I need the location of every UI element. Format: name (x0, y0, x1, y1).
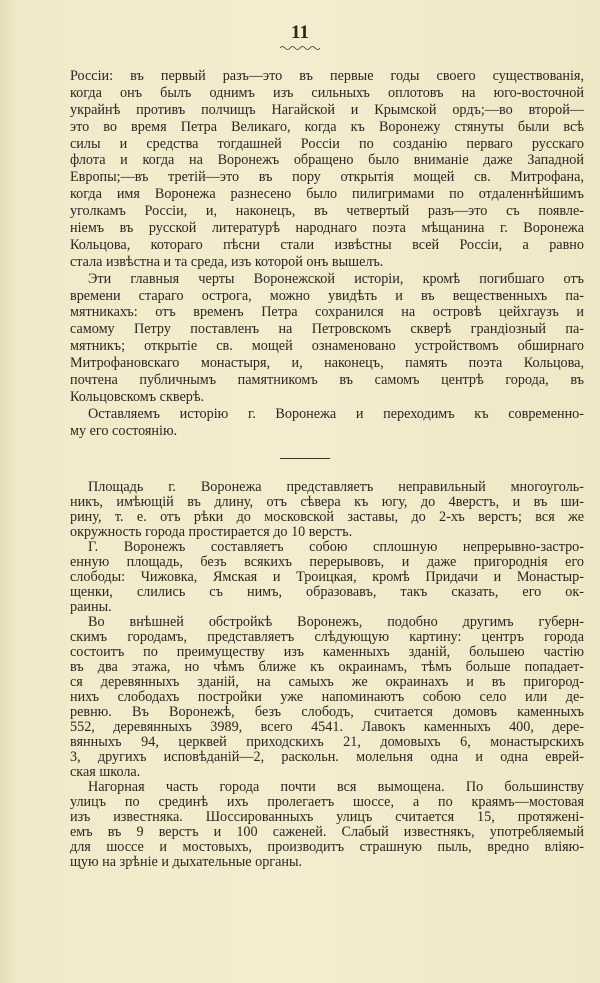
text-line: скимъ городамъ, представляетъ слѣдующую картину: центръ города (70, 629, 584, 645)
text-line: Европы;—въ третій—это въ пору открытія мощей св. Митрофана, (70, 169, 584, 186)
text-line: Г. Воронежъ составляетъ собою сплошную непрерывно-застро- (88, 539, 584, 555)
paragraph (70, 480, 584, 540)
text-line: времени стараго острога, можно увидѣть и въ вещественныхъ па- (70, 287, 584, 304)
text-line: Нагорная часть города почти вся вымощена. По большинству (88, 779, 584, 795)
text-line: Россіи: въ первый разъ—это въ первые годы своего существованія, (70, 68, 584, 84)
text-line: стала извѣстна и та среда, изъ которой онъ вышелъ. (70, 253, 384, 270)
text-line: ніемъ въ русской литературѣ народнаго поэта мѣщанина г. Воронежа (70, 220, 584, 237)
text-line: мятникахъ: отъ временъ Петра сохранился на островѣ цейхгаузъ и (70, 304, 584, 321)
text-line: окружность города простирается до 10 верстъ. (70, 524, 353, 540)
text-line: Площадь г. Воронежа представляетъ неправильный многоуголь- (88, 479, 584, 495)
text-line: Кольцовскомъ скверѣ. (70, 388, 205, 405)
text-line: Во внѣшней обстройкѣ Воронежъ, подобно другимъ губерн- (88, 614, 584, 630)
text-line: уголкамъ Россіи, и, наконецъ, въ четвертый разъ—это съ появле- (70, 203, 584, 220)
paragraph (70, 271, 584, 406)
text-line: когда имя Воронежа разнесено было пилигримами по отдаленнѣйшимъ (70, 186, 584, 203)
text-line: для шоссе и мостовыхъ, производитъ страшную пыль, вредно вліяю- (70, 839, 584, 855)
text-line: рину, т. е. отъ рѣки до московской заставы, до 2-хъ верстъ; вся же (70, 509, 584, 525)
text-line: му его состоянію. (70, 422, 178, 439)
text-line: ревню. Въ Воронежѣ, безъ слободъ, считается домовъ каменныхъ (70, 704, 584, 720)
text-line: Эти главныя черты Воронежской исторіи, кромѣ погибшаго отъ (88, 270, 584, 287)
section-divider (280, 458, 330, 459)
city-description-section (70, 480, 584, 870)
text-line: нихъ слободахъ постройки уже напоминаютъ собою село или де- (70, 689, 584, 705)
text-line: раины. (70, 599, 112, 615)
text-line: щенки, слились съ нимъ, образовавъ, такъ сказать, его ок- (70, 584, 584, 600)
text-line: Кольцова, котораго пѣсни стали извѣстны всей Россіи, а равно (70, 236, 584, 253)
history-section (70, 68, 584, 440)
text-line: улицъ по срединѣ ихъ пролегаетъ шоссе, а по краямъ—мостовая (70, 794, 584, 810)
text-line: это во время Петра Великаго, когда къ Воронежу стянуты были всѣ (70, 118, 584, 135)
text-line: 3, другихъ исповѣданій—2, раскольн. молельня одна и одна еврей- (70, 749, 584, 765)
text-line: самому Петру поставленъ на Петровскомъ скверѣ грандіозный па- (70, 321, 584, 338)
text-line: когда онъ былъ однимъ изъ сильныхъ оплотовъ на юго-восточной (70, 84, 584, 101)
text-line: никъ, имѣющій въ длину, отъ сѣвера къ югу, до 4верстъ, и въ ши- (70, 494, 584, 510)
text-line: Митрофановскаго монастыря, и, наконецъ, память поэта Кольцова, (70, 355, 584, 372)
text-line: флота и когда на Воронежъ обращено было вниманіе даже Западной (70, 152, 584, 169)
paragraph (70, 540, 584, 615)
text-line: въ два этажа, но чѣмъ ближе къ окраинамъ, тѣмъ больше попадает- (70, 659, 584, 675)
text-line: 552, деревянныхъ 3989, всего 4541. Лавокъ каменныхъ 400, дере- (70, 719, 584, 735)
page-number-ornament (280, 45, 320, 51)
paragraph (70, 615, 584, 780)
text-line: почтена публичнымъ памятникомъ въ самомъ центрѣ города, въ (70, 372, 584, 389)
text-line: украйнѣ противъ полчищъ Нагайской и Крымской ордъ;—во второй— (70, 101, 584, 118)
text-line: щую на зрѣніе и дыхательные органы. (70, 854, 303, 870)
paragraph (70, 406, 584, 440)
text-line: силы и средства тогдашней Россіи по созданію перваго русскаго (70, 135, 584, 152)
text-line: Оставляемъ исторію г. Воронежа и переходимъ къ современно- (88, 405, 584, 422)
paragraph (70, 68, 584, 271)
text-line: вянныхъ 94, церквей приходскихъ 21, домовыхъ 6, монастырскихъ (70, 734, 584, 750)
text-line: енную площадь, безъ всякихъ перерывовъ, и даже пригороднія его (70, 554, 584, 570)
text-line: слободы: Чижовка, Ямская и Троицкая, кромѣ Придачи и Монастыр- (70, 569, 584, 585)
text-line: состоитъ по преимуществу изъ каменныхъ зданій, большею частію (70, 644, 584, 660)
text-line: ся деревянныхъ зданій, на самыхъ же окраинахъ и въ пригород- (70, 674, 584, 690)
text-line: изъ известняка. Шоссированныхъ улицъ считается 15, протяженi- (70, 809, 584, 825)
text-line: ская школа. (70, 764, 141, 780)
text-line: мятникъ; открытіе св. мощей ознаменовано устройствомъ обширнаго (70, 338, 584, 355)
page-number: 11 (291, 22, 309, 43)
paragraph (70, 780, 584, 870)
text-line: емъ въ 9 верстъ и 100 саженей. Слабый известнякъ, употребляемый (70, 824, 584, 840)
